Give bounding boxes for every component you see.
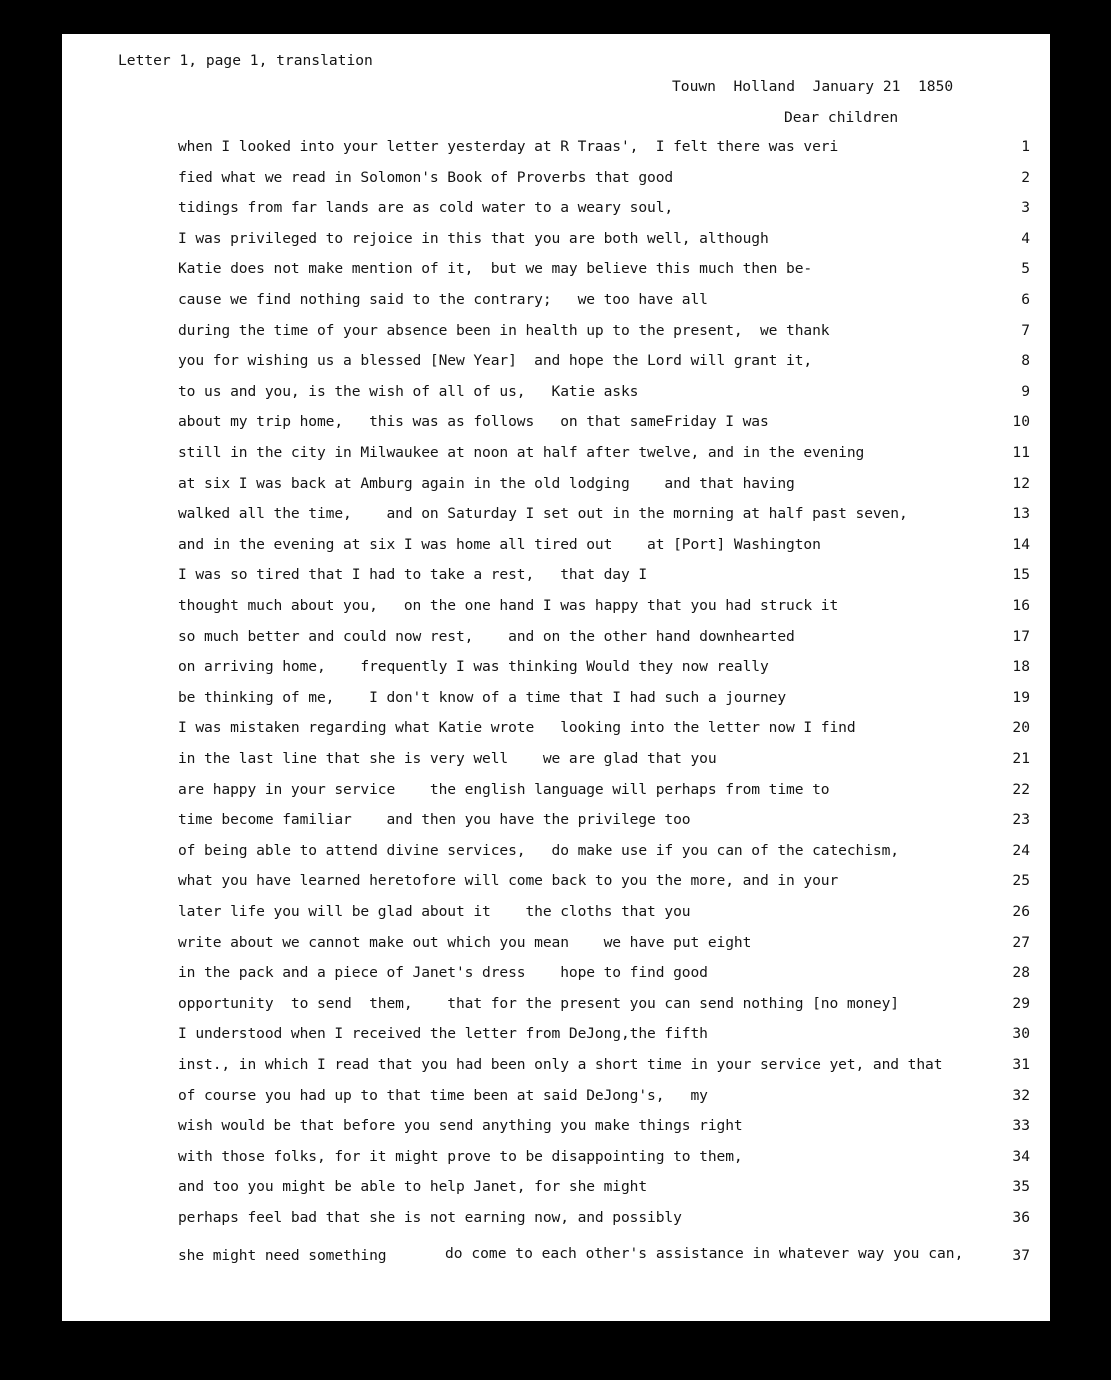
letter-line: opportunity to send them, that for the present you can send nothing [no money] xyxy=(178,995,899,1012)
letter-line: wish would be that before you send anything you make things right xyxy=(178,1117,743,1134)
letter-line: during the time of your absence been in health up to the present, we thank xyxy=(178,322,830,339)
letter-line: with those folks, for it might prove to be disappointing to them, xyxy=(178,1148,743,1165)
line-number: 4 xyxy=(1021,230,1030,247)
letter-line: Katie does not make mention of it, but we may believe this much then be- xyxy=(178,260,813,277)
line-number: 17 xyxy=(1012,628,1030,645)
letter-line: walked all the time, and on Saturday I set out in the morning at half past seven, xyxy=(178,505,908,522)
letter-line: I was so tired that I had to take a rest, that day I xyxy=(178,566,648,583)
letter-line: so much better and could now rest, and on the other hand downhearted xyxy=(178,628,795,645)
line-number: 21 xyxy=(1012,750,1030,767)
line-number: 34 xyxy=(1012,1148,1030,1165)
line-number: 10 xyxy=(1012,413,1030,430)
line-number: 32 xyxy=(1012,1087,1030,1104)
line-number: 33 xyxy=(1012,1117,1030,1134)
line-number: 20 xyxy=(1012,719,1030,736)
document-header: Letter 1, page 1, translation xyxy=(118,52,373,69)
line-number: 24 xyxy=(1012,842,1030,859)
letter-line-last-tail: do come to each other's assistance in whatever way you can, xyxy=(445,1245,964,1262)
letter-line: I was mistaken regarding what Katie wrote looking into the letter now I find xyxy=(178,719,856,736)
letter-line: thought much about you, on the one hand I was happy that you had struck it xyxy=(178,597,839,614)
letter-line: on arriving home, frequently I was thinking Would they now really xyxy=(178,658,769,675)
letter-line: are happy in your service the english language will perhaps from time to xyxy=(178,781,830,798)
letter-line: about my trip home, this was as follows on that sameFriday I was xyxy=(178,413,769,430)
letter-line: later life you will be glad about it the cloths that you xyxy=(178,903,691,920)
letter-line: I understood when I received the letter from DeJong,the fifth xyxy=(178,1025,708,1042)
line-number: 22 xyxy=(1012,781,1030,798)
line-number: 7 xyxy=(1021,322,1030,339)
line-number: 25 xyxy=(1012,872,1030,889)
line-number: 1 xyxy=(1021,138,1030,155)
line-number: 37 xyxy=(1012,1247,1030,1264)
salutation: Dear children xyxy=(784,109,899,126)
letter-line: to us and you, is the wish of all of us, Katie asks xyxy=(178,383,639,400)
line-number: 26 xyxy=(1012,903,1030,920)
letter-line: perhaps feel bad that she is not earning now, and possibly xyxy=(178,1209,682,1226)
line-number: 14 xyxy=(1012,536,1030,553)
letter-line: tidings from far lands are as cold water to a weary soul, xyxy=(178,199,674,216)
line-number: 35 xyxy=(1012,1178,1030,1195)
letter-line: fied what we read in Solomon's Book of Proverbs that good xyxy=(178,169,674,186)
letter-line: and in the evening at six I was home all tired out at [Port] Washington xyxy=(178,536,821,553)
letter-line: at six I was back at Amburg again in the old lodging and that having xyxy=(178,475,795,492)
line-number: 27 xyxy=(1012,934,1030,951)
letter-line: in the last line that she is very well we are glad that you xyxy=(178,750,717,767)
letter-line: time become familiar and then you have the privilege too xyxy=(178,811,691,828)
line-number: 16 xyxy=(1012,597,1030,614)
place-date: Touwn Holland January 21 1850 xyxy=(672,78,954,95)
line-number: 13 xyxy=(1012,505,1030,522)
line-number: 36 xyxy=(1012,1209,1030,1226)
line-number: 30 xyxy=(1012,1025,1030,1042)
line-number: 8 xyxy=(1021,352,1030,369)
letter-line: be thinking of me, I don't know of a time that I had such a journey xyxy=(178,689,787,706)
letter-line-last-start: she might need something xyxy=(178,1247,387,1264)
line-number: 31 xyxy=(1012,1056,1030,1073)
line-number: 11 xyxy=(1012,444,1030,461)
letter-line: write about we cannot make out which you mean we have put eight xyxy=(178,934,752,951)
letter-line: I was privileged to rejoice in this that you are both well, although xyxy=(178,230,769,247)
letter-line: of course you had up to that time been at said DeJong's, my xyxy=(178,1087,708,1104)
line-number: 18 xyxy=(1012,658,1030,675)
line-number: 9 xyxy=(1021,383,1030,400)
letter-line: still in the city in Milwaukee at noon at half after twelve, and in the evening xyxy=(178,444,865,461)
line-number: 6 xyxy=(1021,291,1030,308)
letter-line: when I looked into your letter yesterday at R Traas', I felt there was veri xyxy=(178,138,839,155)
letter-line: inst., in which I read that you had been only a short time in your service yet, and that xyxy=(178,1056,943,1073)
line-number: 12 xyxy=(1012,475,1030,492)
document-page xyxy=(62,34,1050,1321)
letter-line: in the pack and a piece of Janet's dress hope to find good xyxy=(178,964,708,981)
letter-line: and too you might be able to help Janet, for she might xyxy=(178,1178,648,1195)
line-number: 15 xyxy=(1012,566,1030,583)
line-number: 3 xyxy=(1021,199,1030,216)
line-number: 23 xyxy=(1012,811,1030,828)
letter-line: what you have learned heretofore will come back to you the more, and in your xyxy=(178,872,839,889)
line-number: 2 xyxy=(1021,169,1030,186)
line-number: 28 xyxy=(1012,964,1030,981)
letter-line: you for wishing us a blessed [New Year] and hope the Lord will grant it, xyxy=(178,352,813,369)
line-number: 5 xyxy=(1021,260,1030,277)
letter-line: cause we find nothing said to the contrary; we too have all xyxy=(178,291,708,308)
letter-line: of being able to attend divine services, do make use if you can of the catechism, xyxy=(178,842,899,859)
line-number: 29 xyxy=(1012,995,1030,1012)
line-number: 19 xyxy=(1012,689,1030,706)
